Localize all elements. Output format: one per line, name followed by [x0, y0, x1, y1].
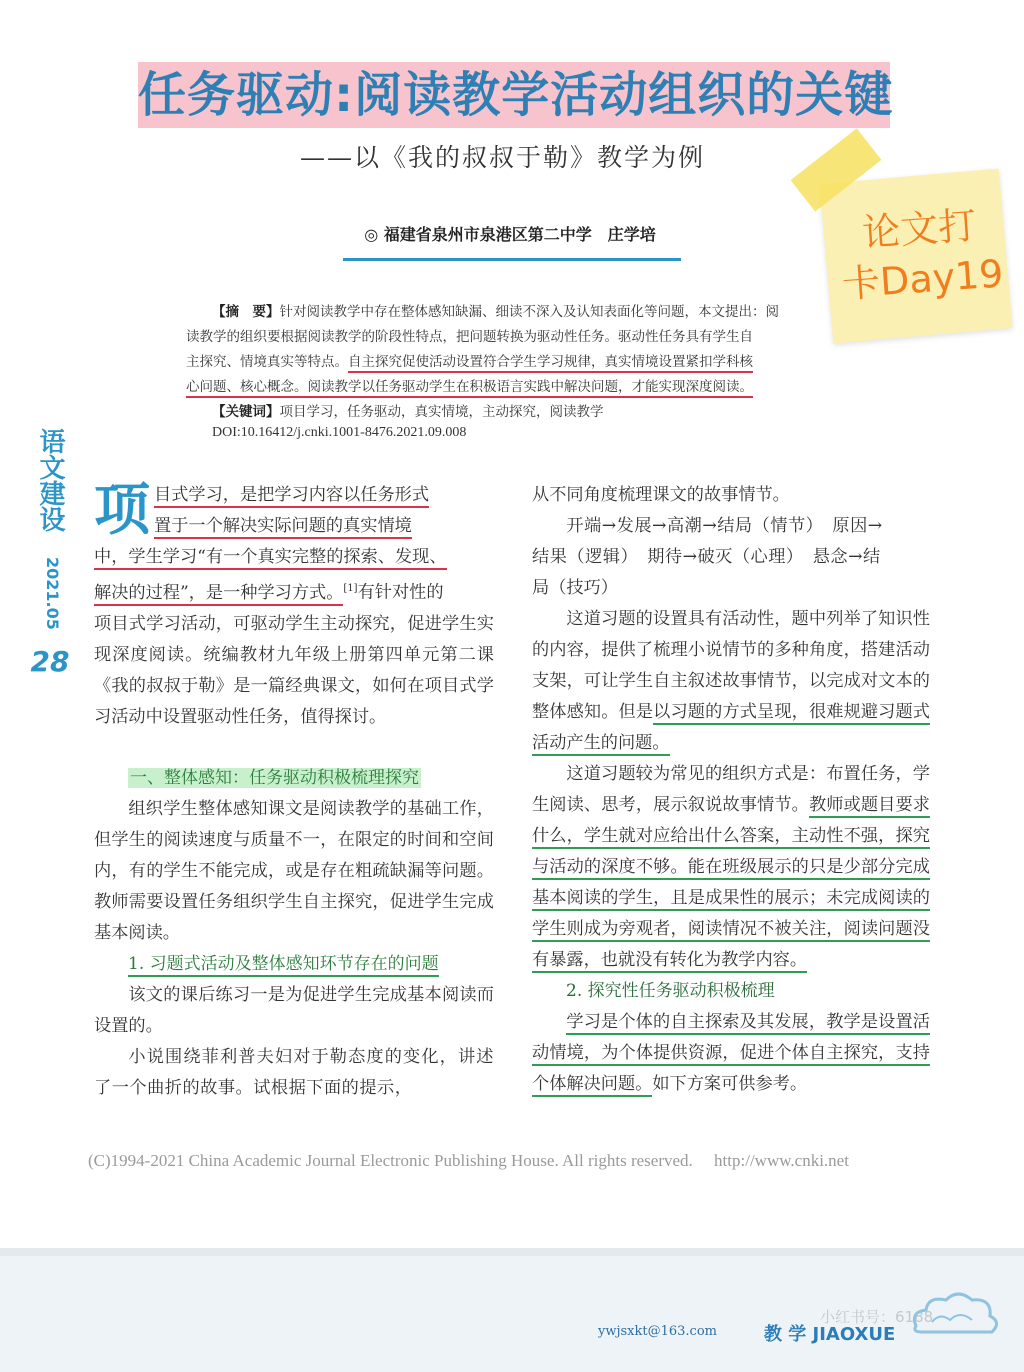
- abstract-line-1: [212, 300, 779, 320]
- paragraph-6: [532, 1007, 930, 1100]
- paragraph-4-text: 这道习题的设置具有活动性，题中列举了知识性的内容，提供了梳理小说情节的多种角度，搭建活动支架，可让学生自主叙述故事情节，以完成对文本的整体感知。但是: [532, 609, 930, 722]
- paragraph-5-text: 这道习题较为常见的组织方式是：布置任务，学生阅读、思考，展示叙说故事情节。: [532, 764, 930, 815]
- article-subtitle: ——以《我的叔叔于勒》教学为例: [300, 143, 706, 172]
- page-number: 28: [30, 645, 70, 678]
- footer-email[interactable]: ywjsxkt@163.com: [598, 1324, 717, 1339]
- intro-ref: [1]: [343, 583, 358, 594]
- author-rule: [343, 258, 681, 261]
- sub-heading-2: [532, 976, 930, 1007]
- keywords-line: [212, 400, 604, 420]
- abstract-label: 【摘 要】: [212, 304, 280, 320]
- journal-name-text: 语文建设: [35, 428, 65, 532]
- paragraph-6-underlined: 学习是个体的自主探索及其发展，教学是设置活动情境，为个体提供资源，促进个体自主探究，支持个体解决问题。: [532, 1012, 930, 1097]
- paragraph-4-underlined: 以习题的方式呈现，很难规避习题式活动产生的问题。: [532, 702, 930, 756]
- dropcap: 项: [94, 477, 150, 543]
- sticky-note-line-2: 卡Day19: [840, 251, 1005, 307]
- sticky-note-line-1: 论文打: [860, 203, 978, 255]
- right-column: [532, 480, 930, 1100]
- footer-magazine: 教 学 JIAOXUE: [764, 1324, 896, 1345]
- abstract-text-3b: 自主探究促使活动设置符合学生学习规律，真实情境设置紧扣学科核: [348, 354, 753, 373]
- abstract-text-4: 心问题、核心概念。阅读教学以任务驱动学生在积极语言实践中解决问题，才能实现深度阅读。: [186, 379, 753, 398]
- abstract-line-3: [186, 350, 753, 370]
- watermark: 小红书号：6188: [820, 1308, 934, 1326]
- sticky-note-text: [833, 198, 1010, 310]
- article-title: 任务驱动:阅读教学活动组织的关键: [138, 62, 890, 128]
- section-heading-1-text: 一、整体感知：任务驱动积极梳理探究: [130, 767, 419, 788]
- intro-paragraph: [94, 477, 494, 609]
- intro-line-4: 解决的过程”，是一种学习方式。: [94, 583, 343, 606]
- paragraph-6-text: 如下方案可供参考。: [652, 1074, 808, 1094]
- paragraph-4: [532, 604, 930, 759]
- paragraph-1: 组织学生整体感知课文是阅读教学的基础工作，但学生的阅读速度与质量不一，在限定的时间和空间内，有的学生不能完成，或是存在粗疏缺漏等问题。教师需要设置任务组织学生自主探究，促进学生完成基本阅读。: [94, 798, 494, 943]
- paragraph-5-underlined: 教师或题目要求什么，学生就对应给出什么答案，主动性不强，探究与活动的深度不够。能在班级展示的只是少部分完成基本阅读的学生，且是成果性的展示；未完成阅读的学生则成为旁观者，阅读情况不被关注，阅读问题没有暴露，也就没有转化为教学内容。: [532, 795, 930, 973]
- left-column: [94, 477, 494, 1104]
- paragraph-2: 该文的课后练习一是为促进学生完成基本阅读而设置的。: [94, 984, 494, 1036]
- intro-line-1: 目式学习，是把学习内容以任务形式: [154, 485, 429, 508]
- sub-heading-2-text: 2. 探究性任务驱动积极梳理: [566, 981, 775, 1001]
- cloud-logo-icon: [906, 1282, 1002, 1342]
- abstract-line-4: [186, 375, 753, 395]
- prompt-line-3: 局（技巧）: [532, 578, 618, 598]
- intro-rest: 项目式学习活动，可驱动学生主动探究，促进学生实现深度阅读。统编教材九年级上册第四单元第二课《我的叔叔于勒》是一篇经典课文，如何在项目式学习活动中设置驱动性任务，值得探讨。: [94, 613, 494, 727]
- intro-line-3: 中，学生学习“有一个真实完整的探索、发现、: [94, 547, 447, 570]
- abstract-text-1: 针对阅读教学中存在整体感知缺漏、细读不深入及认知表面化等问题，本文提出：阅: [279, 304, 779, 320]
- keywords-text: 项目学习，任务驱动，真实情境，主动探究，阅读教学: [279, 404, 604, 420]
- abstract-line-2: 读教学的组织要根据阅读教学的阶段性特点，把问题转换为驱动性任务。驱动性任务具有学生自: [186, 329, 753, 345]
- intro-line-4-rest: 有针对性的: [357, 582, 444, 603]
- paragraph-3: 小说围绕菲利普夫妇对于勒态度的变化，讲述了一个曲折的故事。试根据下面的提示，: [94, 1046, 494, 1098]
- sub-heading-1-text: 1. 习题式活动及整体感知环节存在的问题: [128, 954, 439, 977]
- paragraph-5: [532, 759, 930, 976]
- right-line-1: 从不同角度梳理课文的故事情节。: [532, 485, 790, 505]
- section-heading-1: [94, 763, 494, 794]
- abstract-text-3a: 主探究、情境真实等特点。: [186, 354, 348, 370]
- keywords-label: 【关键词】: [212, 404, 280, 420]
- doi: DOI:10.16412/j.cnki.1001-8476.2021.09.008: [212, 425, 467, 440]
- side-info: [28, 428, 72, 678]
- prompt-line-1: 开端→发展→高潮→结局（情节） 原因→: [566, 516, 883, 536]
- intro-line-2: 置于一个解决实际问题的真实情境: [154, 516, 412, 539]
- issue-date: 2021.05: [43, 557, 62, 630]
- author-line: ◎ 福建省泉州市泉港区第二中学 庄学培: [364, 225, 656, 244]
- journal-name: [28, 428, 72, 539]
- sub-heading-1: [94, 949, 494, 980]
- copyright-line: (C)1994-2021 China Academic Journal Electronic Publishing House. All rights reserved. http://www.cnki.net: [88, 1151, 849, 1170]
- prompt-line-2: 结果（逻辑） 期待→破灭（心理） 悬念→结: [532, 547, 881, 567]
